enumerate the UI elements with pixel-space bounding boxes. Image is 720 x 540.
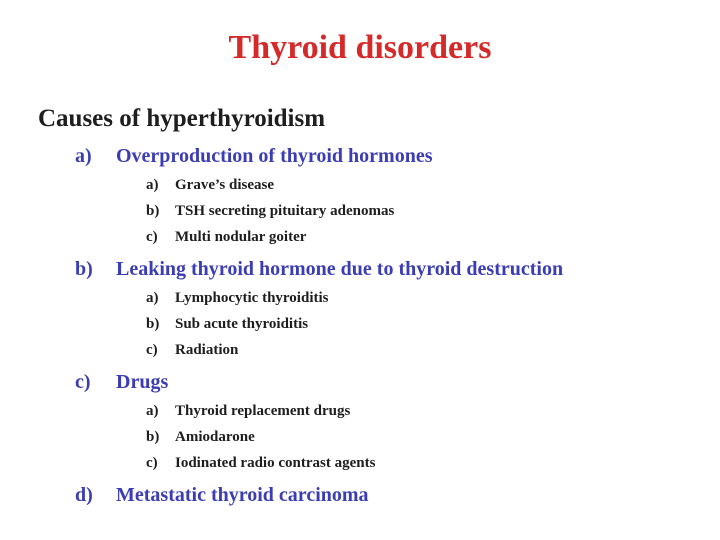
item-label: Amiodarone — [175, 429, 255, 445]
item-letter: c) — [146, 229, 158, 245]
item-label: Thyroid replacement drugs — [175, 403, 351, 419]
section-label: Metastatic thyroid carcinoma — [116, 484, 369, 506]
slide-title: Thyroid disorders — [228, 29, 492, 66]
item-letter: c) — [146, 342, 158, 358]
section-letter: a) — [75, 145, 92, 167]
item-label: Sub acute thyroiditis — [175, 316, 309, 332]
item-label: Radiation — [175, 342, 239, 358]
item-label: Grave’s disease — [175, 177, 275, 193]
item-label: Multi nodular goiter — [175, 229, 307, 245]
section-letter: c) — [75, 371, 91, 393]
item-letter: b) — [146, 316, 160, 332]
section-label: Overproduction of thyroid hormones — [116, 145, 433, 167]
section-label: Drugs — [116, 371, 169, 393]
item-letter: b) — [146, 429, 160, 445]
item-letter: a) — [146, 403, 159, 419]
item-label: Iodinated radio contrast agents — [175, 455, 376, 471]
item-label: TSH secreting pituitary adenomas — [175, 203, 395, 219]
slide-heading: Causes of hyperthyroidism — [38, 105, 326, 132]
section-label: Leaking thyroid hormone due to thyroid destruction — [116, 258, 564, 280]
section-letter: b) — [75, 258, 93, 280]
section-letter: d) — [75, 484, 93, 506]
item-letter: c) — [146, 455, 158, 471]
item-label: Lymphocytic thyroiditis — [175, 290, 329, 306]
item-letter: b) — [146, 203, 160, 219]
item-letter: a) — [146, 290, 159, 306]
item-letter: a) — [146, 177, 159, 193]
